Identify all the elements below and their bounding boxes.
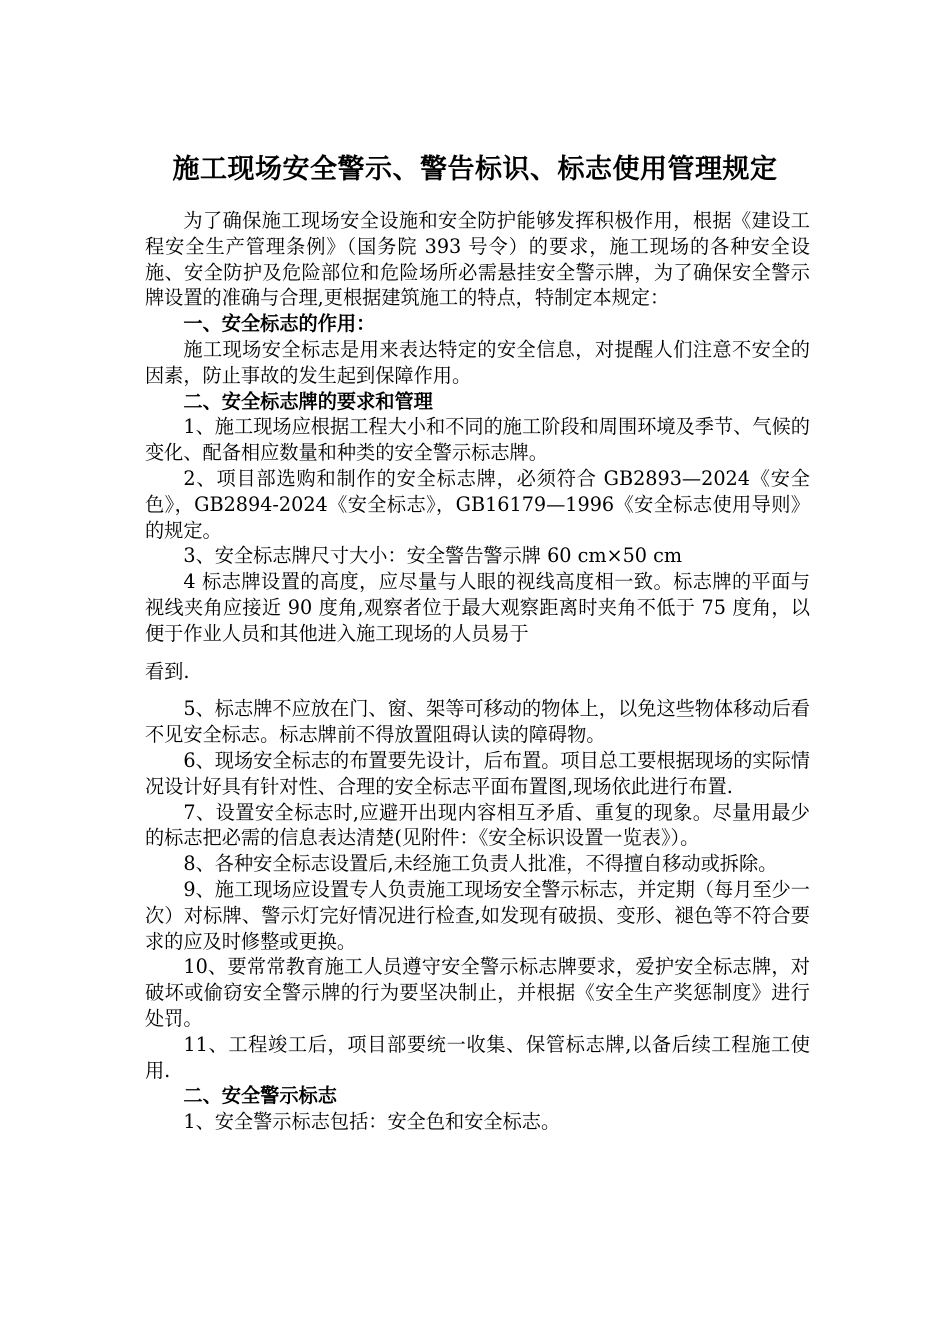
requirement-item-1: 1、施工现场应根据工程大小和不同的施工阶段和周围环境及季节、气候的变化、配备相应数量和种类的安全警示标志牌。 [145, 415, 810, 465]
intro-paragraph: 为了确保施工现场安全设施和安全防护能够发挥积极作用，根据《建设工程安全生产管理条例》（国务院 393 号令）的要求，施工现场的各种安全设施、安全防护及危险部位和危险场所必需悬挂安全警示牌，为了确保安全警示牌设置的准确与合理,更根据建筑施工的特点，特制定本规定： [145, 209, 810, 310]
requirement-item-4-tail: 看到. [145, 659, 190, 683]
section-heading-warning-signs: 二、安全警示标志 [183, 1084, 337, 1108]
requirement-item-2: 2、项目部选购和制作的安全标志牌，必须符合 GB2893—2024《安全色》，GB2894-2024《安全标志》，GB16179—1996《安全标志使用导则》的规定。 [145, 466, 810, 542]
section-heading-requirements: 二、安全标志牌的要求和管理 [183, 389, 433, 413]
document-title: 施工现场安全警示、警告标识、标志使用管理规定 [172, 154, 778, 185]
requirement-item-7: 7、设置安全标志时,应避开出现内容相互矛盾、重复的现象。尽量用最少的标志把必需的信息表达清楚(见附件：《安全标识设置一览表》）。 [145, 800, 810, 850]
requirement-item-9: 9、施工现场应设置专人负责施工现场安全警示标志，并定期（每月至少一次）对标牌、警示灯完好情况进行检查,如发现有破损、变形、褪色等不符合要求的应及时修整或更换。 [145, 877, 810, 953]
function-paragraph: 施工现场安全标志是用来表达特定的安全信息，对提醒人们注意不安全的因素，防止事故的发生起到保障作用。 [145, 337, 810, 387]
requirement-item-10: 10、要常常教育施工人员遵守安全警示标志牌要求，爱护安全标志牌，对破坏或偷窃安全警示牌的行为要坚决制止，并根据《安全生产奖惩制度》进行处罚。 [145, 955, 810, 1030]
requirement-item-3: 3、安全标志牌尺寸大小：安全警告警示牌 60 cm×50 cm [183, 544, 683, 568]
requirement-item-5: 5、标志牌不应放在门、窗、架等可移动的物体上，以免这些物体移动后看不见安全标志。标志牌前不得放置阻碍认读的障碍物。 [145, 697, 810, 747]
document-body [145, 208, 810, 1135]
requirement-item-11: 11、工程竣工后，项目部要统一收集、保管标志牌,以备后续工程施工使用. [145, 1032, 810, 1082]
warning-sign-item-1: 1、安全警示标志包括：安全色和安全标志。 [183, 1110, 561, 1134]
requirement-item-6: 6、现场安全标志的布置要先设计，后布置。项目总工要根据现场的实际情况设计好具有针对性、合理的安全标志平面布置图,现场依此进行布置. [145, 748, 810, 798]
section-heading-function: 一、安全标志的作用： [183, 312, 376, 336]
requirement-item-8: 8、各种安全标志设置后,未经施工负责人批准，不得擅自移动或拆除。 [183, 852, 778, 876]
requirement-item-4: 4 标志牌设置的高度，应尽量与人眼的视线高度相一致。标志牌的平面与视线夹角应接近 90 度角,观察者位于最大观察距离时夹角不低于 75 度角，以便于作业人员和其他进入施工现场的人员易于 [145, 570, 810, 645]
